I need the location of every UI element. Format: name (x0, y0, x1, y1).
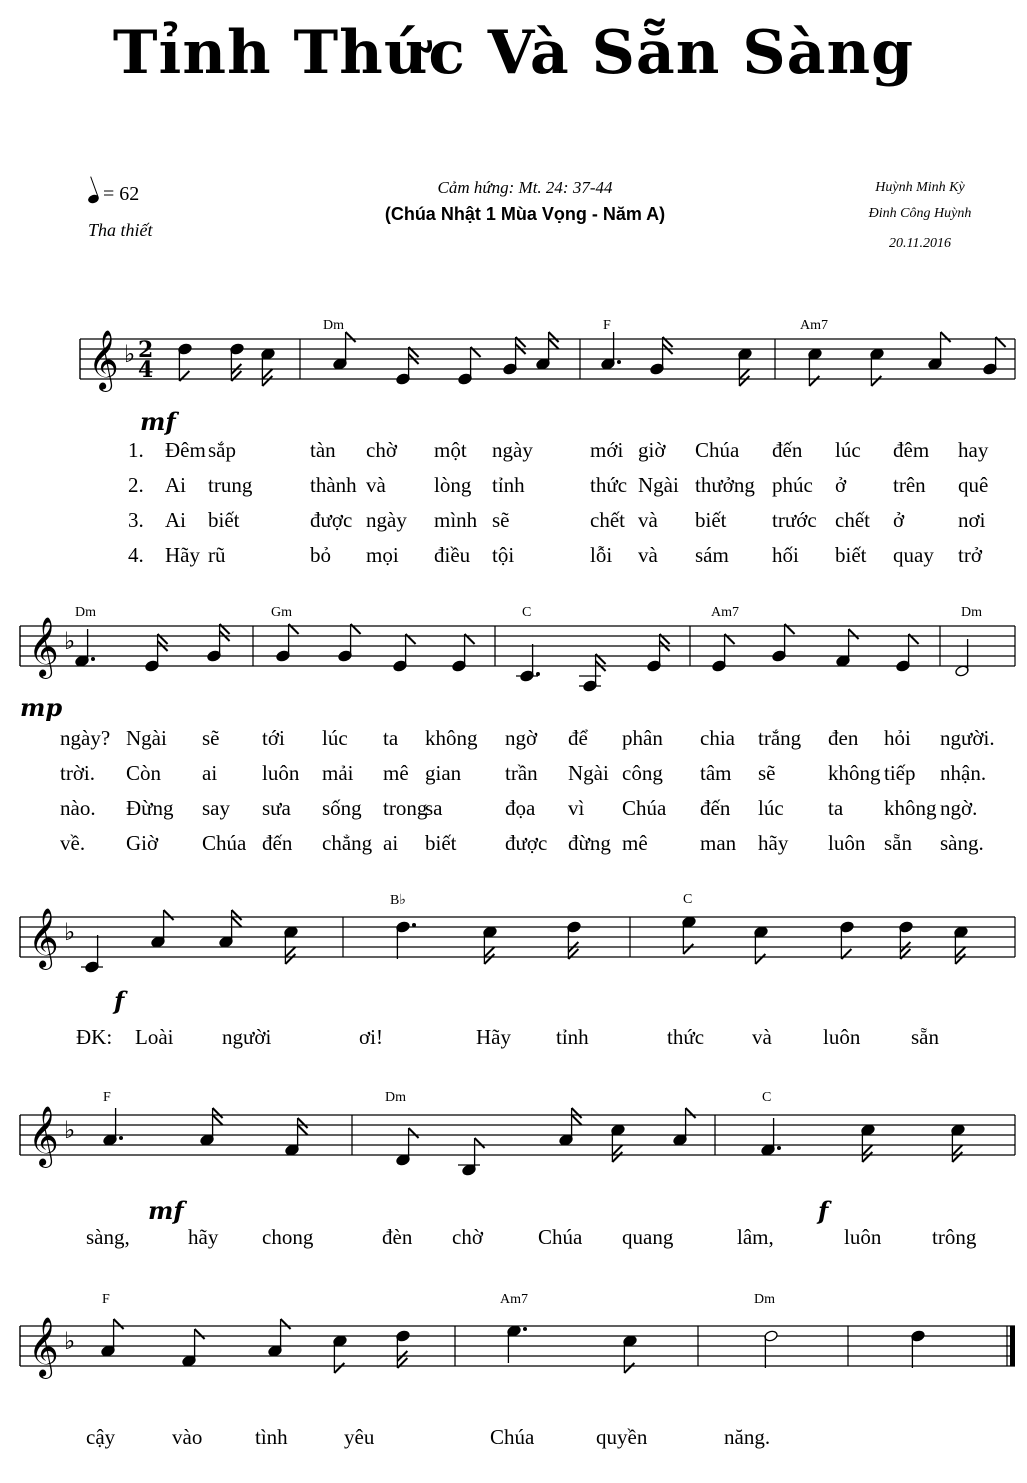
dot (523, 1327, 527, 1331)
lyric-syllable: được (310, 508, 353, 532)
lyric-syllable: Ngài (126, 726, 167, 750)
lyric-syllable: thức (590, 473, 628, 497)
lyric-syllable: lỗi (590, 543, 613, 567)
lyric-syllable: trong (383, 796, 428, 820)
lyric-syllable: ai (383, 831, 399, 855)
note-flag (346, 332, 356, 342)
lyric-syllable: sẽ (492, 508, 510, 532)
lyric-syllable: trở (958, 543, 982, 567)
lyric-syllable: quyền (596, 1425, 648, 1449)
dot (617, 360, 621, 364)
lyric-syllable: công (622, 761, 663, 785)
time-signature-top: 2 (138, 337, 154, 363)
lyric-syllable: nhận. (940, 761, 987, 785)
treble-clef-icon: 𝄞 (28, 1106, 59, 1166)
arranger-credit: Đinh Công Huỳnh (868, 206, 972, 221)
composer-credit: Huỳnh Minh Kỳ (875, 180, 965, 195)
lyric-syllable: sắp (208, 438, 236, 462)
lyric-syllable: đọa (505, 796, 536, 820)
dynamic-marking: mf (148, 1196, 184, 1225)
lyric-syllable: ngày? (60, 726, 111, 750)
lyric-syllable: lòng (434, 473, 472, 497)
lyric-syllable: đen (828, 726, 859, 750)
lyric-syllable: hay (958, 438, 989, 462)
lyric-syllable: ở (893, 508, 905, 532)
lyric-syllable: năng. (724, 1425, 771, 1449)
dot (412, 923, 416, 927)
scripture-inspiration: Cảm hứng: Mt. 24: 37-44 (437, 178, 613, 197)
lyric-syllable: để (568, 726, 588, 750)
note-flag (195, 1329, 205, 1339)
lyric-syllable: đến (700, 796, 731, 820)
lyric-syllable: đêm (893, 438, 930, 462)
flat-key-signature-icon: ♭ (124, 340, 136, 368)
composition-date: 20.11.2016 (889, 236, 951, 251)
lyric-syllable: sẵn (884, 831, 912, 855)
lyric-syllable: Chúa (202, 831, 247, 855)
lyric-syllable: mọi (366, 543, 399, 567)
lyric-syllable: ai (202, 761, 218, 785)
lyric-syllable: và (638, 508, 658, 532)
chord-symbol: Dm (961, 605, 982, 620)
lyric-syllable: hãy (188, 1225, 219, 1249)
lyric-syllable: mê (383, 761, 409, 785)
dot (119, 1136, 123, 1140)
lyric-syllable: biết (208, 508, 240, 532)
lyric-syllable: tới (262, 726, 285, 750)
lyric-syllable: 4. (128, 543, 144, 567)
lyric-syllable: và (366, 473, 386, 497)
lyric-syllable: sa (425, 796, 443, 820)
note-flag (164, 910, 174, 920)
chord-symbol: Dm (323, 318, 344, 333)
dot (91, 657, 95, 661)
staff-system-1 (80, 330, 1015, 392)
lyric-syllable: sám (695, 543, 729, 567)
flat-key-signature-icon: ♭ (64, 1116, 76, 1144)
lyric-syllable: mải (322, 761, 354, 785)
note-flag (624, 1363, 634, 1373)
lyric-syllable: hối (772, 543, 799, 567)
lyric-syllable: luôn (828, 831, 866, 855)
time-signature-bottom: 4 (138, 357, 154, 383)
lyric-syllable: Ai (165, 473, 186, 497)
note-flag (849, 629, 859, 639)
lyric-syllable: Hãy (165, 543, 200, 567)
note-flag (809, 376, 819, 386)
lyric-syllable: Đừng (126, 796, 174, 820)
lyric-syllable: và (638, 543, 658, 567)
lyric-syllable: ta (383, 726, 399, 750)
flat-key-signature-icon: ♭ (64, 1327, 76, 1355)
lyric-syllable: tội (492, 543, 515, 567)
chord-symbol: C (522, 605, 532, 620)
lyric-syllable: mình (434, 508, 478, 532)
lyric-syllable: luôn (262, 761, 300, 785)
lyric-syllable: luôn (823, 1025, 861, 1049)
lyric-syllable: Chúa (490, 1425, 535, 1449)
lyric-syllable: đừng (568, 831, 611, 855)
lyric-syllable: ơi! (359, 1025, 383, 1049)
dynamic-marking: mp (20, 693, 63, 722)
lyric-syllable: ngờ. (940, 796, 978, 820)
lyric-syllable: luôn (844, 1225, 882, 1249)
lyric-syllable: tình (255, 1425, 288, 1449)
lyric-syllable: thành (310, 473, 357, 497)
dynamic-marking: mf (140, 407, 176, 436)
lyric-syllable: tỉnh (556, 1025, 589, 1049)
treble-clef-icon: 𝄞 (28, 908, 59, 968)
treble-clef-icon: 𝄞 (28, 617, 59, 677)
expression-marking: Tha thiết (88, 220, 153, 240)
lyric-syllable: nào. (60, 796, 96, 820)
lyric-syllable: trắng (758, 726, 802, 750)
lyric-syllable: Chúa (622, 796, 667, 820)
lyric-syllable: không (425, 726, 478, 750)
lyric-syllable: chết (590, 508, 625, 532)
staff-system-2 (20, 617, 1015, 692)
treble-clef-icon: 𝄞 (28, 1317, 59, 1377)
lyric-syllable: chờ (366, 438, 397, 462)
staff-system-3 (20, 908, 1015, 973)
lyric-syllable: sẵn (911, 1025, 939, 1049)
lyric-syllable: quê (958, 473, 989, 497)
lyric-syllable: mê (622, 831, 648, 855)
lyric-syllable: vào (172, 1425, 203, 1449)
chord-symbol: B♭ (390, 893, 406, 908)
lyric-syllable: trần (505, 761, 538, 785)
chord-symbol: C (762, 1090, 772, 1105)
staff-system-4 (20, 1106, 1015, 1176)
chord-symbol: C (683, 892, 693, 907)
chord-symbol: F (103, 1090, 111, 1105)
lyric-syllable: hãy (758, 831, 789, 855)
lyric-syllable: trung (208, 473, 253, 497)
lyric-syllable: về. (60, 831, 86, 855)
lyric-syllable: thưởng (695, 473, 755, 497)
chord-symbol: Dm (754, 1292, 775, 1307)
lyric-syllable: và (752, 1025, 772, 1049)
lyric-syllable: trời. (60, 761, 96, 785)
chord-symbol: F (603, 318, 611, 333)
lyric-syllable: người. (940, 726, 995, 750)
note-flag (941, 332, 951, 342)
lyric-syllable: rũ (208, 543, 226, 567)
lyric-syllable: 3. (128, 508, 144, 532)
lyric-syllable: Loài (135, 1025, 174, 1049)
note-flag (755, 954, 765, 964)
lyric-syllable: sẽ (202, 726, 220, 750)
note-flag (281, 1319, 291, 1329)
chord-symbol: Dm (75, 605, 96, 620)
lyric-syllable: lúc (322, 726, 348, 750)
flat-key-signature-icon: ♭ (64, 627, 76, 655)
lyric-syllable: say (202, 796, 230, 820)
staff-system-5 (20, 1317, 1015, 1379)
lyric-syllable: chia (700, 726, 735, 750)
note-flag (686, 1108, 696, 1118)
lyric-syllable: đèn (382, 1225, 413, 1249)
dynamic-marking: f (818, 1196, 829, 1225)
lyric-syllable: Giờ (126, 831, 159, 855)
lyric-syllable: không (828, 761, 881, 785)
lyric-syllable: sàng, (86, 1225, 130, 1249)
lyric-syllable: Đêm (165, 438, 206, 462)
lyric-syllable: ngày (366, 508, 407, 532)
lyric-syllable: đến (772, 438, 803, 462)
lyric-syllable: biết (425, 831, 457, 855)
lyric-syllable: sẽ (758, 761, 776, 785)
lyric-syllable: người (222, 1025, 272, 1049)
lyric-syllable: ĐK: (76, 1025, 113, 1049)
note-flag (334, 1363, 344, 1373)
lyric-syllable: mới (590, 438, 624, 462)
lyric-syllable: Ngài (568, 761, 609, 785)
lyric-syllable: biết (835, 543, 867, 567)
lyric-syllable: tiếp (884, 761, 916, 785)
lyric-syllable: hỏi (884, 726, 911, 750)
lyric-syllable: thức (667, 1025, 705, 1049)
liturgical-occasion: (Chúa Nhật 1 Mùa Vọng - Năm A) (384, 204, 666, 224)
note-flag (871, 376, 881, 386)
lyric-syllable: 2. (128, 473, 144, 497)
lyric-syllable: quang (622, 1225, 674, 1249)
lyric-syllable: cậy (86, 1425, 116, 1449)
lyric-syllable: trước (772, 508, 817, 532)
note-flag (683, 944, 693, 954)
lyric-syllable: lúc (758, 796, 784, 820)
flat-key-signature-icon: ♭ (64, 918, 76, 946)
lyric-syllable: man (700, 831, 737, 855)
lyric-syllable: trông (932, 1225, 977, 1249)
lyric-syllable: được (505, 831, 548, 855)
chord-symbol: Am7 (500, 1292, 528, 1307)
lyric-syllable: giờ (638, 438, 666, 462)
lyric-syllable: gian (425, 761, 462, 785)
note-flag (409, 1128, 419, 1138)
lyric-syllable: quay (893, 543, 934, 567)
dot (777, 1146, 781, 1150)
chord-symbol: Am7 (711, 605, 739, 620)
lyric-syllable: điều (434, 543, 471, 567)
lyric-syllable: tâm (700, 761, 732, 785)
lyric-syllable: lúc (835, 438, 861, 462)
lyric-syllable: 1. (128, 438, 144, 462)
chord-symbol: Gm (271, 605, 292, 620)
lyric-syllable: Chúa (695, 438, 740, 462)
note-flag (475, 1138, 485, 1148)
lyric-syllable: đến (262, 831, 293, 855)
lyric-syllable: biết (695, 508, 727, 532)
chord-symbol: Dm (385, 1090, 406, 1105)
treble-clef-icon: 𝄞 (88, 330, 119, 390)
chord-symbol: Am7 (800, 318, 828, 333)
lyric-syllable: Ai (165, 508, 186, 532)
lyric-syllable: vì (568, 796, 585, 820)
lyric-syllable: bỏ (310, 543, 331, 567)
lyric-syllable: Còn (126, 761, 162, 785)
lyric-syllable: sống (322, 796, 362, 820)
lyric-syllable: tàn (310, 438, 336, 462)
lyric-syllable: trên (893, 473, 926, 497)
lyric-syllable: nơi (958, 508, 986, 532)
final-barline-thick (1010, 1326, 1015, 1366)
lyric-syllable: yêu (344, 1425, 375, 1449)
song-title: Tỉnh Thức Và Sẵn Sàng (112, 18, 915, 88)
lyric-syllable: ngờ (505, 726, 538, 750)
lyric-syllable: ngày (492, 438, 533, 462)
lyric-syllable: tỉnh (492, 473, 525, 497)
lyric-syllable: phân (622, 726, 663, 750)
dynamic-marking: f (114, 986, 125, 1015)
lyric-syllable: sàng. (940, 831, 984, 855)
note-flag (114, 1319, 124, 1329)
lyric-syllable: một (434, 438, 467, 462)
lyric-syllable: Hãy (476, 1025, 511, 1049)
lyric-syllable: ở (835, 473, 847, 497)
lyric-syllable: ta (828, 796, 844, 820)
lyric-syllable: chong (262, 1225, 314, 1249)
lyric-syllable: Ngài (638, 473, 679, 497)
lyric-syllable: chờ (452, 1225, 483, 1249)
lyric-syllable: phúc (772, 473, 813, 497)
lyric-syllable: chẳng (322, 831, 373, 855)
lyric-syllable: Chúa (538, 1225, 583, 1249)
lyric-syllable: chết (835, 508, 870, 532)
tempo-bpm: = 62 (103, 183, 140, 205)
lyric-syllable: lâm, (737, 1225, 774, 1249)
lyric-syllable: sưa (262, 796, 291, 820)
lyric-syllable: không (884, 796, 937, 820)
chord-symbol: F (102, 1292, 110, 1307)
